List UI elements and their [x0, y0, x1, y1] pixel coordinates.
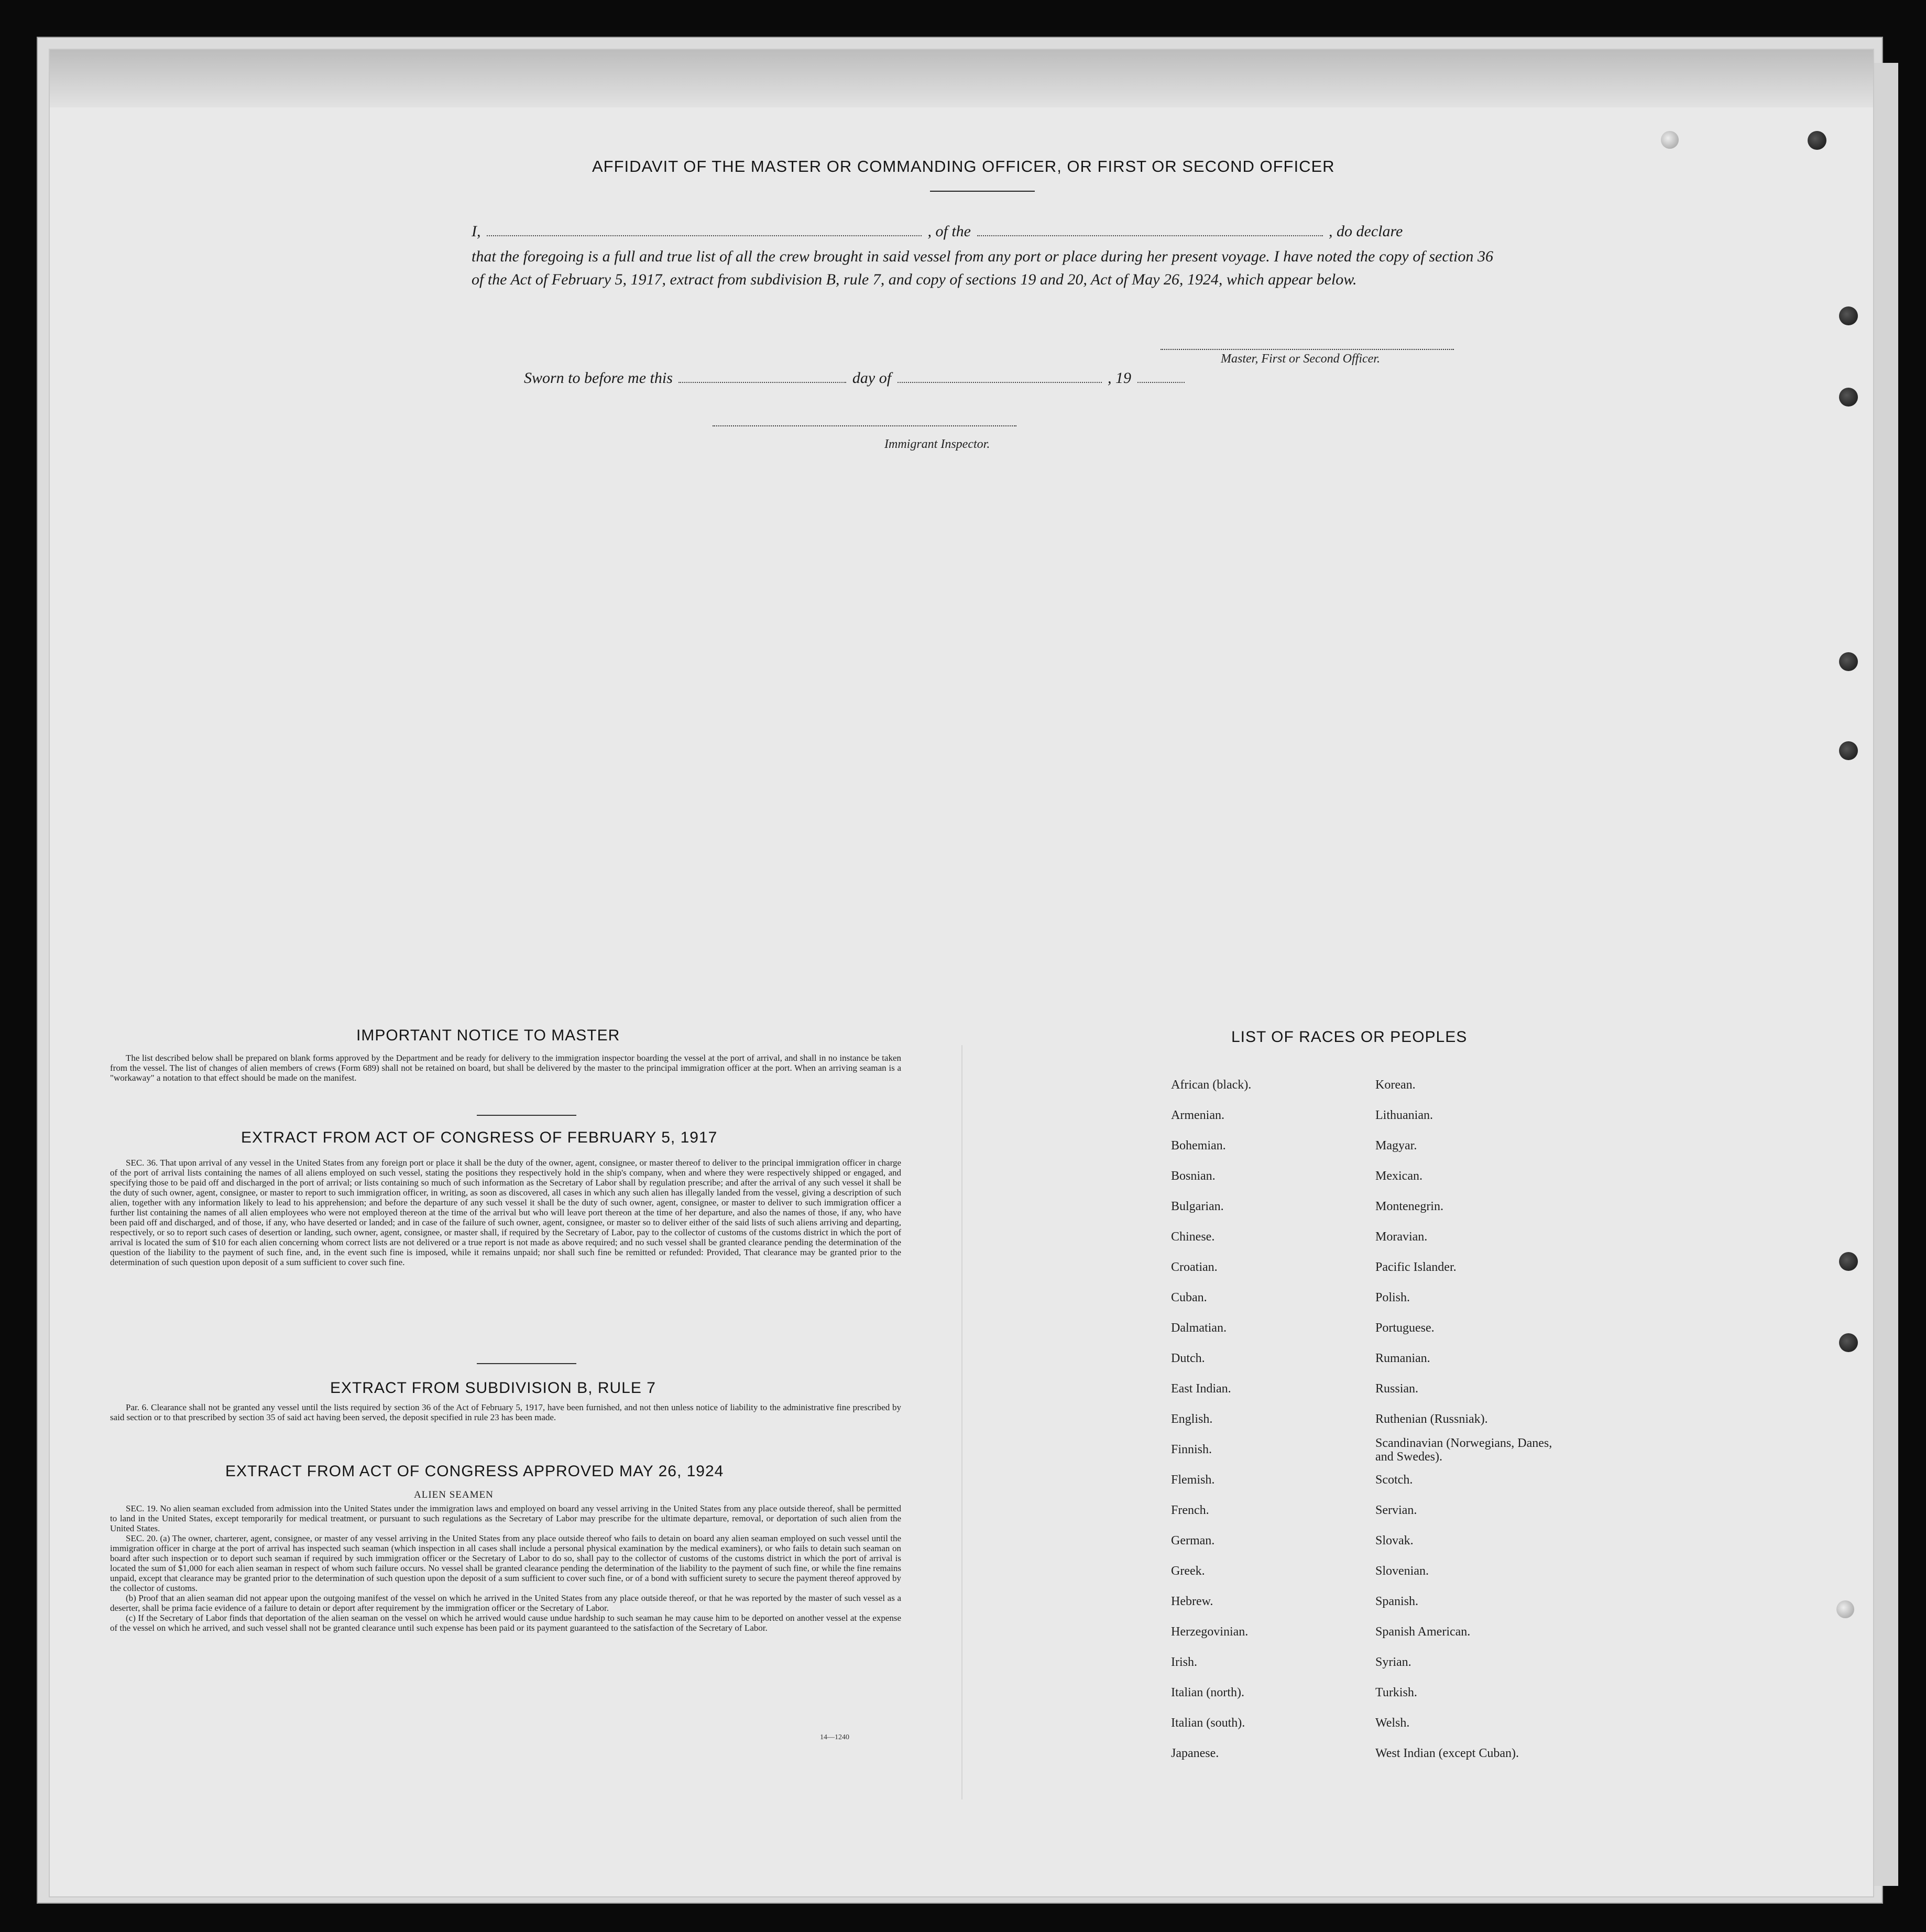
race-item: Japanese.: [1171, 1747, 1219, 1760]
inspector-signature-field[interactable]: [713, 424, 1016, 426]
sworn-year-field[interactable]: [1137, 369, 1185, 383]
race-item: Irish.: [1171, 1655, 1197, 1669]
race-item: German.: [1171, 1534, 1215, 1547]
race-item: Syrian.: [1375, 1655, 1411, 1669]
vessel-name-field[interactable]: [977, 223, 1323, 236]
race-item: Portuguese.: [1375, 1321, 1435, 1335]
rule7-paragraph: Par. 6. Clearance shall not be granted any vessel until the lists required by section 36 of the Act of February 5, 1917, have been furnished, and not then unless notice of liability to the administrative fine prescribed by said section or to that prescribed by section 35 of said act having been served, the deposit specified in rule 23 has been made.: [110, 1402, 901, 1422]
race-item: Cuban.: [1171, 1291, 1207, 1304]
race-item: Croatian.: [1171, 1260, 1218, 1274]
race-item: Scotch.: [1375, 1473, 1413, 1487]
affidavit-title: AFFIDAVIT OF THE MASTER OR COMMANDING OFFICER, OR FIRST OR SECOND OFFICER: [592, 157, 1335, 175]
races-title: LIST OF RACES OR PEOPLES: [1231, 1028, 1468, 1046]
race-item: Ruthenian (Russniak).: [1375, 1412, 1488, 1426]
alien-seamen-heading: ALIEN SEAMEN: [414, 1489, 494, 1500]
race-item: Mexican.: [1375, 1169, 1422, 1183]
race-item: Servian.: [1375, 1503, 1417, 1517]
sworn-line: [524, 369, 1187, 387]
notice-text: [110, 1053, 901, 1083]
section-rule: [477, 1363, 576, 1364]
race-item: Turkish.: [1375, 1686, 1417, 1699]
race-item: Dalmatian.: [1171, 1321, 1227, 1335]
race-item: Bohemian.: [1171, 1139, 1226, 1152]
race-item: Russian.: [1375, 1382, 1419, 1396]
extract-rule7-text: [110, 1402, 901, 1422]
race-item: Greek.: [1171, 1564, 1205, 1578]
sworn-label: Sworn to before me this: [524, 369, 673, 387]
binder-hole-icon: [1839, 652, 1858, 671]
binder-hole-icon: [1839, 1333, 1858, 1352]
race-item: Dutch.: [1171, 1352, 1205, 1365]
notice-title: IMPORTANT NOTICE TO MASTER: [356, 1027, 620, 1044]
race-item: Italian (south).: [1171, 1716, 1245, 1730]
extract-1924-title: EXTRACT FROM ACT OF CONGRESS APPROVED MAY 26, 1924: [225, 1463, 724, 1480]
race-item: Korean.: [1375, 1078, 1416, 1092]
column-divider: [961, 1045, 962, 1799]
master-signature-field[interactable]: [1161, 348, 1454, 350]
race-item: Moravian.: [1375, 1230, 1428, 1244]
race-item: Herzegovinian.: [1171, 1625, 1249, 1639]
race-item: French.: [1171, 1503, 1209, 1517]
title-rule: [930, 191, 1035, 192]
binder-hole-icon: [1661, 131, 1679, 149]
day-of-label: day of: [852, 369, 892, 387]
extract-1924-text: [110, 1503, 901, 1633]
binder-hole-icon: [1839, 741, 1858, 760]
sworn-day-field[interactable]: [679, 369, 846, 383]
notice-paragraph: The list described below shall be prepared on blank forms approved by the Department and be ready for delivery to the immigration inspector boarding the vessel at the port of arrival, and shall in no instance be taken from the vessel. The list of changes of alien members of crews (Form 689) shall not be retained on board, but shall be delivered by the master to the principal immigration officer at the port. When an arriving seaman is a "workaway" a notation to that effect should be made on the manifest.: [110, 1053, 901, 1083]
sec-20b-paragraph: (b) Proof that an alien seaman did not appear upon the outgoing manifest of the vessel on which he arrived in the United States from any place outside thereof, or that he was reported by the master of such vessel as a deserter, shall be prima facie evidence of a failure to detain or deport after requirement by the immigration officer or the Secretary of Labor.: [110, 1593, 901, 1613]
extract-1917-title: EXTRACT FROM ACT OF CONGRESS OF FEBRUARY 5, 1917: [241, 1129, 718, 1146]
race-item: Magyar.: [1375, 1139, 1417, 1152]
inspector-caption: Immigrant Inspector.: [884, 437, 990, 451]
race-item: Polish.: [1375, 1291, 1410, 1304]
binder-hole-icon: [1836, 1600, 1854, 1618]
race-item: Italian (north).: [1171, 1686, 1244, 1699]
race-item: Spanish American.: [1375, 1625, 1471, 1639]
sec-19-paragraph: SEC. 19. No alien seaman excluded from admission into the United States under the immigration laws and employed on board any vessel arriving in the United States from any place outside thereof, shall be permitted to land in the United States, except temporarily for medical treatment, or pursuant to such regulations as the Secretary of Labor may prescribe for the ultimate departure, removal, or deportation of such alien from the United States.: [110, 1503, 901, 1533]
affidavit-statement: that the foregoing is a full and true list of all the crew brought in said vessel from any port or place during her present voyage. I have noted the copy of section 36 of the Act of February 5, 1917, extract from subdivision B, rule 7, and copy of sections 19 and 20, Act of May 26, 1924, which appear below.: [472, 248, 1493, 288]
race-item: Slovak.: [1375, 1534, 1414, 1547]
race-item: Spanish.: [1375, 1595, 1419, 1608]
race-item: Pacific Islander.: [1375, 1260, 1457, 1274]
section-rule: [477, 1115, 576, 1116]
race-item: Armenian.: [1171, 1108, 1224, 1122]
section-36-paragraph: SEC. 36. That upon arrival of any vessel in the United States from any foreign port or place it shall be the duty of the owner, agent, consignee, or master thereof to deliver to the principal immigration officer in charge of the port of arrival lists containing the names of all aliens employed on such vessel, stating the positions they respectively hold in the ship's company, when and where they were respectively shipped or engaged, and specifying those to be paid off and discharged in the port of arrival; or lists containing so much of such information as the Secretary of Labor shall by regulation prescribe; and after the arrival of any such vessel it shall be the duty of such owner, agent, consignee, or master to report to such immigration officer, in writing, as soon as discovered, all cases in which any such alien has illegally landed from the vessel, giving a description of such alien, together with any information likely to lead to his apprehension; and before the departure of any such vessel it shall be the duty of such owner, agent, consignee, or master to deliver to such immigration officer a further list containing the names of all alien employees who were not employed thereon at the time of the arrival but who will leave port thereon at the time of her departure, and also the names of those, if any, who have been paid off and discharged, and of those, if any, who have deserted or landed; and in case of the failure of such owner, agent, consignee, or master so to deliver either of the said lists of such aliens arriving and departing, respectively, or so to report such cases of desertion or landing, such owner, agent, consignee, or master shall, if required by the Secretary of Labor, pay to the collector of customs of the customs district in which the port of arrival is located the sum of $10 for each alien concerning whom correct lists are not delivered or a true report is not made as above required; and no such vessel shall be granted clearance pending the determination of the question of the liability to the payment of such fine, and, in the event such fine is imposed, while it remains unpaid; nor shall such fine be remitted or refunded: Provided, That clearance may be granted prior to the determination of such question upon deposit of a sum sufficient to cover such fine.: [110, 1158, 901, 1267]
extract-rule7-title: EXTRACT FROM SUBDIVISION B, RULE 7: [330, 1379, 656, 1397]
race-item: English.: [1171, 1412, 1213, 1426]
sec-20c-paragraph: (c) If the Secretary of Labor finds that deportation of the alien seaman on the vessel on which he arrived would cause undue hardship to such seaman he may cause him to be deported on another vessel at the expense of the vessel on which he arrived, and such vessel shall not be granted clearance until such expense has been paid or its payment guaranteed to the satisfaction of the Secretary of Labor.: [110, 1613, 901, 1633]
race-item: Scandinavian (Norwegians, Danes, and Swedes).: [1375, 1436, 1552, 1464]
of-the-label: , of the: [927, 223, 971, 240]
binder-hole-icon: [1839, 1252, 1858, 1271]
race-item: Slovenian.: [1375, 1564, 1429, 1578]
sworn-month-field[interactable]: [898, 369, 1102, 383]
binder-hole-icon: [1808, 131, 1826, 150]
race-item: West Indian (except Cuban).: [1375, 1747, 1519, 1760]
race-item: Bulgarian.: [1171, 1200, 1224, 1213]
race-item: Hebrew.: [1171, 1595, 1213, 1608]
race-item: Rumanian.: [1375, 1352, 1430, 1365]
binder-hole-icon: [1839, 388, 1858, 407]
race-item: Lithuanian.: [1375, 1108, 1433, 1122]
declarant-line: [472, 223, 1403, 240]
year-label: , 19: [1108, 369, 1132, 387]
declarant-label: I,: [472, 223, 481, 240]
form-number: 14—1240: [820, 1733, 849, 1741]
master-caption: Master, First or Second Officer.: [1221, 352, 1380, 366]
binder-hole-icon: [1839, 306, 1858, 325]
declare-label: , do declare: [1329, 223, 1403, 240]
sec-20a-paragraph: SEC. 20. (a) The owner, charterer, agent, consignee, or master of any vessel arriving in the United States from any place outside thereof who fails to detain on board any alien seaman employed on such vessel until the immigration officer in charge at the port of arrival has inspected such seaman (which inspection in all cases shall include a personal physical examination by the medical examiners), or who fails to detain such seaman on board after such inspection or to deport such seaman if required by such immigration officer or the Secretary of Labor to do so, shall pay to the collector of customs of the customs district in which the port of arrival is located the sum of $1,000 for each alien seaman in respect of whom such failure occurs. No vessel shall be granted clearance pending the determination of the liability to the payment of such fine, or while the fine remains unpaid, except that clearance may be granted prior to the determination of such question upon the deposit of a sum sufficient to cover such fine, or of a bond with sufficient surety to secure the payment thereof approved by the collector of customs.: [110, 1533, 901, 1593]
declarant-name-field[interactable]: [487, 223, 922, 236]
race-item: Chinese.: [1171, 1230, 1215, 1244]
race-item: Flemish.: [1171, 1473, 1215, 1487]
race-item: Montenegrin.: [1375, 1200, 1443, 1213]
race-item: Finnish.: [1171, 1443, 1212, 1456]
race-item: African (black).: [1171, 1078, 1252, 1092]
race-item: Welsh.: [1375, 1716, 1410, 1730]
race-item: East Indian.: [1171, 1382, 1231, 1396]
extract-1917-text: [110, 1158, 901, 1267]
page-top-shadow: [50, 50, 1873, 107]
race-item: Bosnian.: [1171, 1169, 1216, 1183]
